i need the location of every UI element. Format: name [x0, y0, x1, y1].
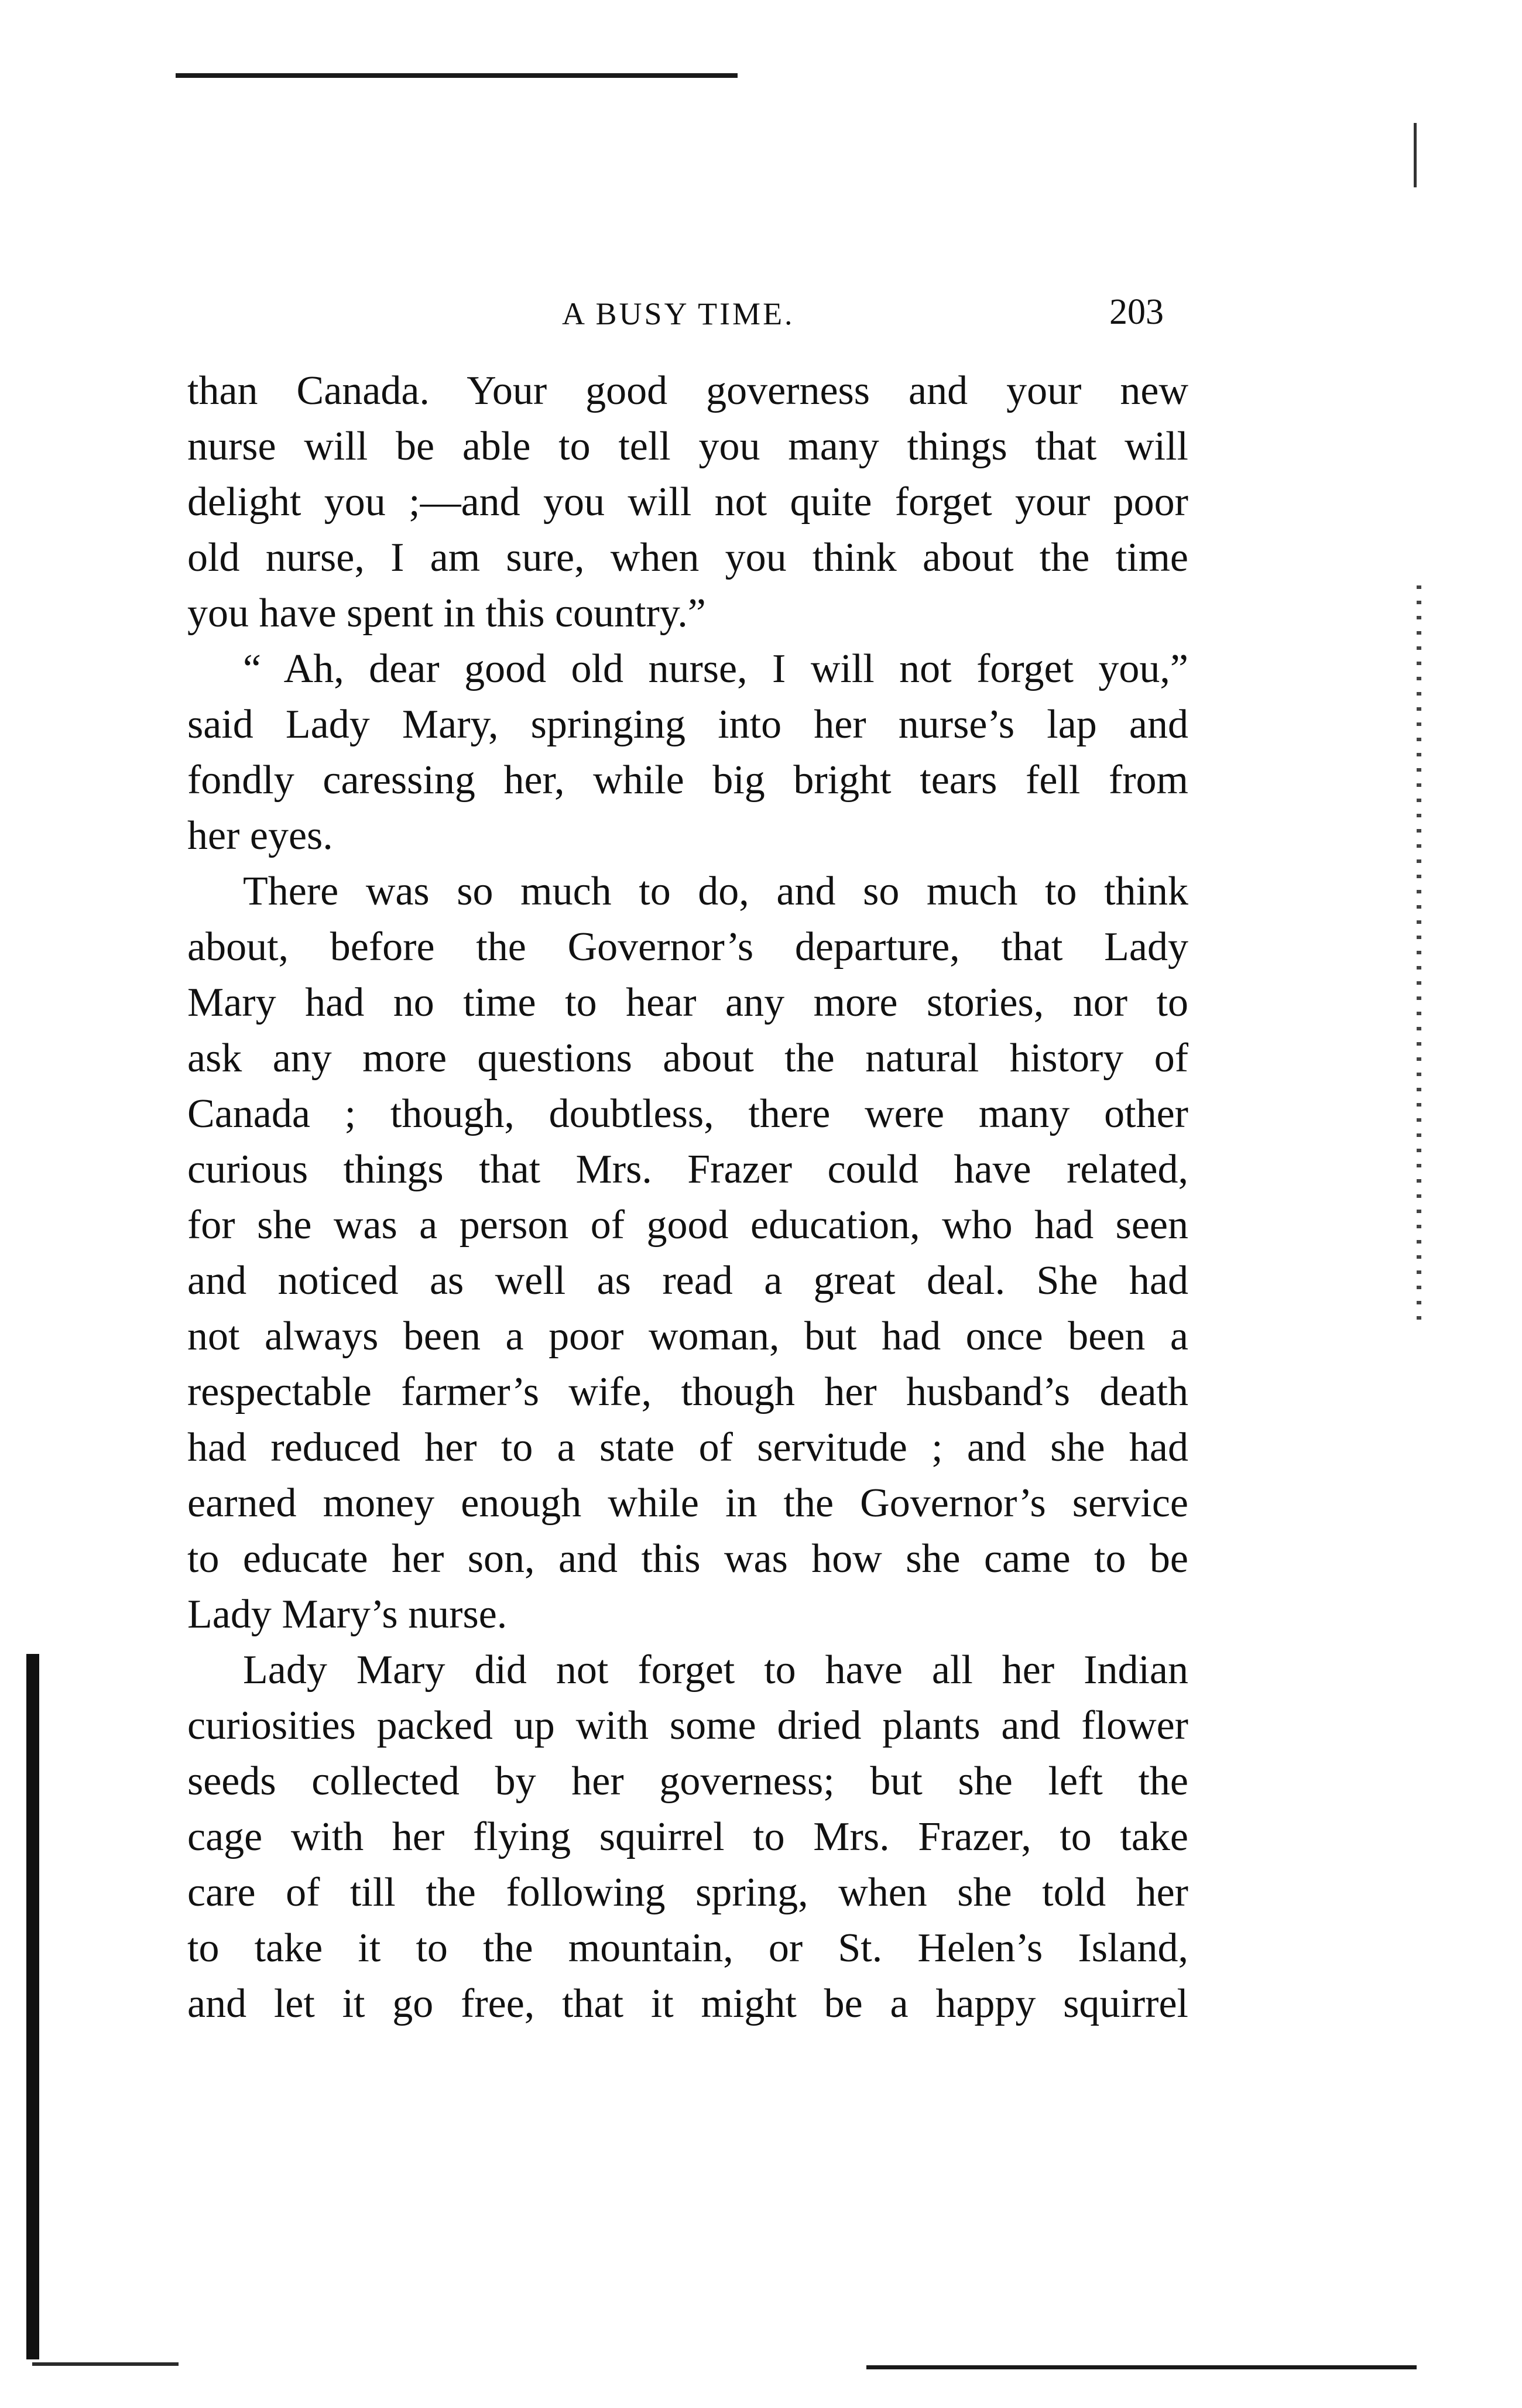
- paragraph-2: [187, 641, 1188, 864]
- scan-edge-top: [176, 73, 738, 78]
- text-line: There was so much to do, and so much to think: [243, 869, 1188, 914]
- text-line: Lady Mary’s nurse.: [187, 1592, 508, 1637]
- text-line: to educate her son, and this was how she came to be: [187, 1536, 1188, 1581]
- text-line: old nurse, I am sure, when you think about the time: [187, 535, 1188, 580]
- text-line: Mary had no time to hear any more stories, nor to: [187, 980, 1188, 1025]
- scan-bar-left: [26, 1654, 39, 2359]
- text-line: curious things that Mrs. Frazer could have related,: [187, 1147, 1188, 1192]
- body-text: [187, 363, 1188, 2032]
- text-line: cage with her flying squirrel to Mrs. Frazer, to take: [187, 1814, 1188, 1859]
- paragraph-4: [187, 1642, 1188, 2032]
- paragraph-3: [187, 864, 1188, 1642]
- text-line: not always been a poor woman, but had once been a: [187, 1314, 1188, 1359]
- text-line: said Lady Mary, springing into her nurse’s lap and: [187, 702, 1188, 747]
- scan-edge-bottom-right: [866, 2365, 1417, 2369]
- text-line: about, before the Governor’s departure, that Lady: [187, 924, 1188, 970]
- text-line: Lady Mary did not forget to have all her Indian: [243, 1647, 1188, 1693]
- text-line: Canada ; though, doubtless, there were many other: [187, 1091, 1188, 1136]
- text-line: seeds collected by her governess; but she left the: [187, 1759, 1188, 1804]
- scan-dots-right: [1417, 585, 1421, 1329]
- text-line: curiosities packed up with some dried plants and flower: [187, 1703, 1188, 1748]
- text-line: and noticed as well as read a great deal. She had: [187, 1258, 1188, 1303]
- text-line: respectable farmer’s wife, though her husband’s death: [187, 1369, 1188, 1414]
- scan-mark-top-right: [1414, 123, 1417, 187]
- text-line: you have spent in this country.”: [187, 591, 706, 636]
- text-line: ask any more questions about the natural history of: [187, 1036, 1188, 1081]
- text-line: care of till the following spring, when she told her: [187, 1870, 1188, 1915]
- text-line: “ Ah, dear good old nurse, I will not forget you,”: [243, 646, 1188, 691]
- text-line: her eyes.: [187, 813, 333, 858]
- running-header: A BUSY TIME.: [562, 296, 795, 331]
- text-line: earned money enough while in the Governor’s service: [187, 1481, 1188, 1526]
- text-line: had reduced her to a state of servitude ; and she had: [187, 1425, 1188, 1470]
- text-line: delight you ;—and you will not quite forget your poor: [187, 479, 1188, 525]
- text-line: for she was a person of good education, who had seen: [187, 1203, 1188, 1248]
- text-line: to take it to the mountain, or St. Helen’s Island,: [187, 1926, 1188, 1971]
- text-line: than Canada. Your good governess and your new: [187, 368, 1188, 413]
- text-line: and let it go free, that it might be a happy squirrel: [187, 1981, 1188, 2026]
- text-line: fondly caressing her, while big bright tears fell from: [187, 758, 1188, 803]
- text-line: nurse will be able to tell you many things that will: [187, 424, 1188, 469]
- scan-edge-bottom-left: [32, 2362, 179, 2366]
- page-number: 203: [1109, 292, 1164, 332]
- paragraph-1: [187, 363, 1188, 641]
